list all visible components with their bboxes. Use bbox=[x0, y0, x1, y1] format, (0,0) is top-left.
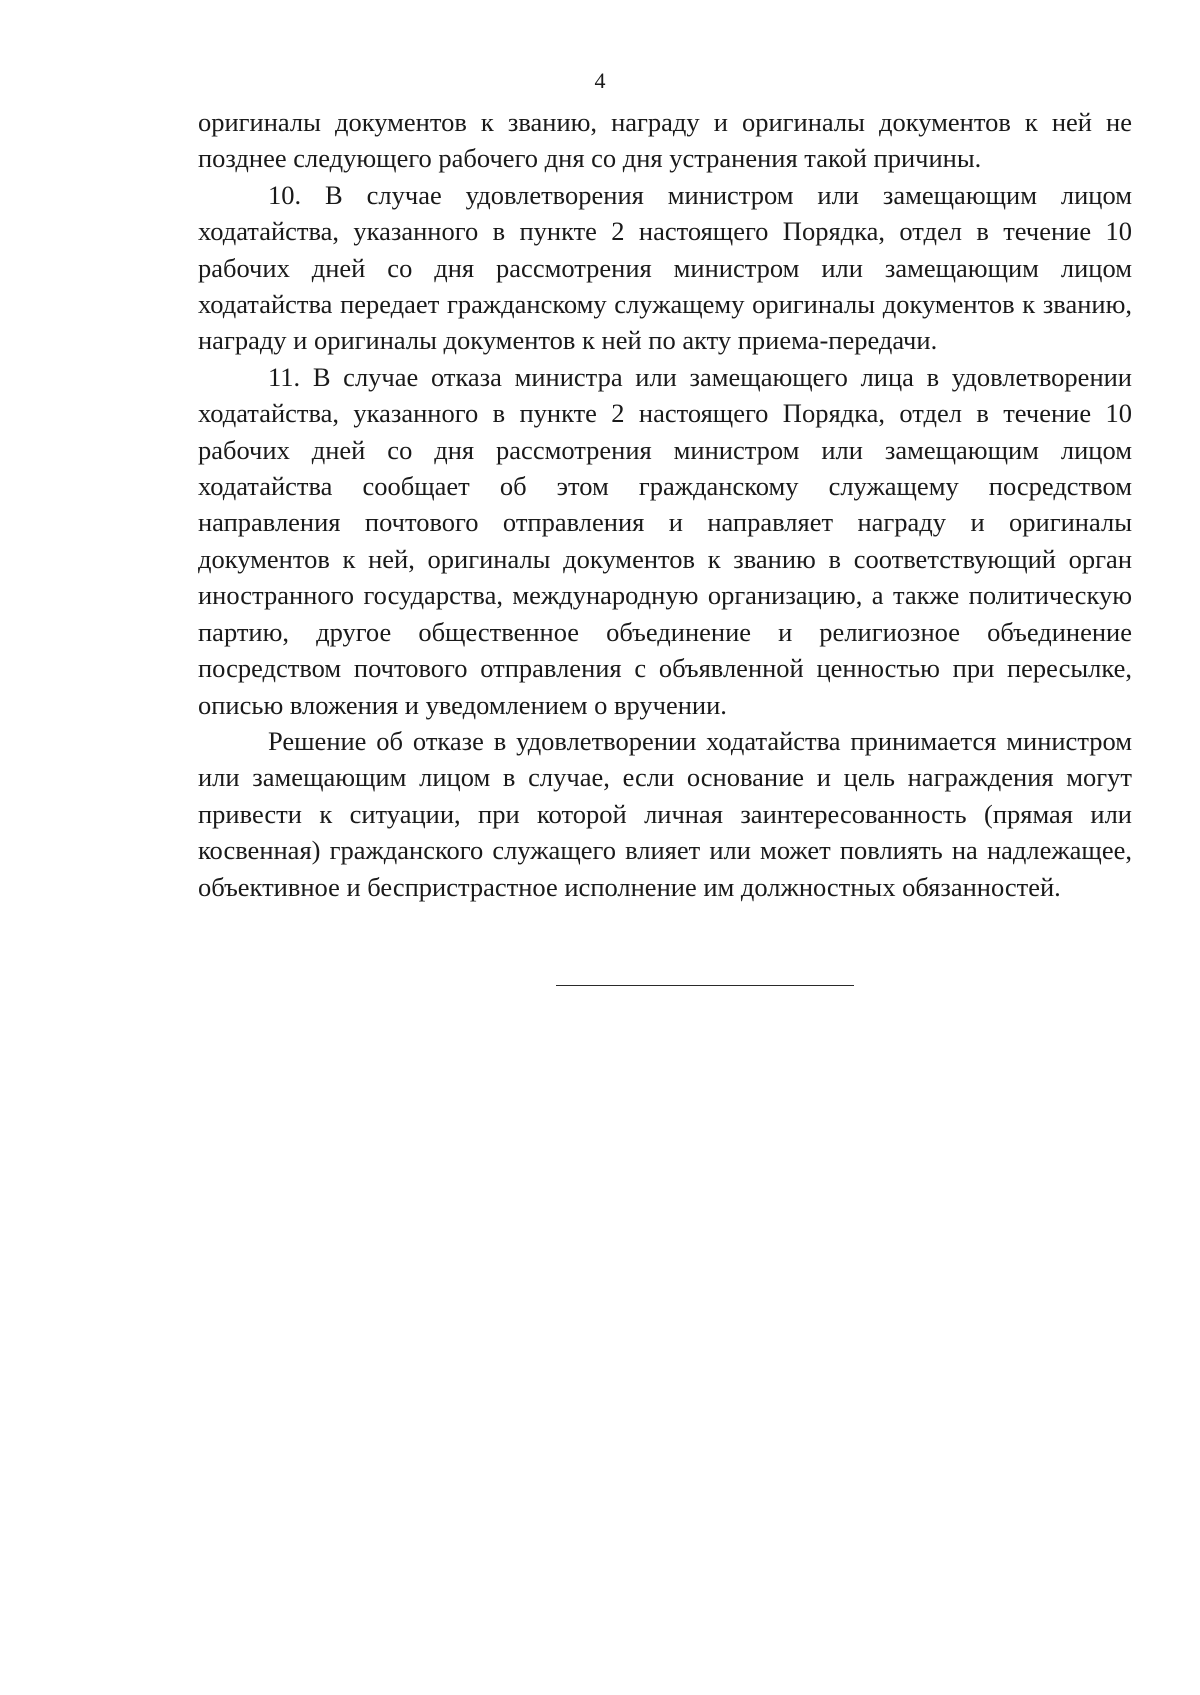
paragraph-refusal-decision: Решение об отказе в удовлетворении ходатайства принимается министром или замещающим лицом в случае, если основание и цель награждения могут привести к ситуации, при которой личная заинтересованность (прямая или косвенная) гражданского служащего влияет или может повлиять на надлежащее, объективное и беспристрастное исполнение им должностных обязанностей. bbox=[198, 725, 1132, 902]
end-of-text-rule bbox=[556, 985, 854, 986]
paragraph-continuation: оригиналы документов к званию, награду и оригиналы документов к ней не позднее следующего рабочего дня со дня устранения такой причины. bbox=[198, 107, 1132, 174]
paragraph-item-10: 10. В случае удовлетворения министром или замещающим лицом ходатайства, указанного в пункте 2 настоящего Порядка, отдел в течение 10 рабочих дней со дня рассмотрения министром или замещающим лицом ходатайства передает гражданскому служащему оригиналы документов к званию, награду и оригиналы документов к ней по акту приема-передачи. bbox=[198, 179, 1132, 356]
paragraph-item-11: 11. В случае отказа министра или замещающего лица в удовлетворении ходатайства, указанного в пункте 2 настоящего Порядка, отдел в течение 10 рабочих дней со дня рассмотрения министром или замещающим лицом ходатайства сообщает об этом гражданскому служащему посредством направления почтового отправления и направляет награду и оригиналы документов к ней, оригиналы документов к званию в соответствующий орган иностранного государства, международную организацию, а также политическую партию, другое общественное объединение и религиозное объединение посредством почтового отправления с объявленной ценностью при пересылке, описью вложения и уведомлением о вручении. bbox=[198, 361, 1132, 720]
document-body bbox=[198, 104, 1132, 905]
page-number: 4 bbox=[594, 68, 606, 93]
